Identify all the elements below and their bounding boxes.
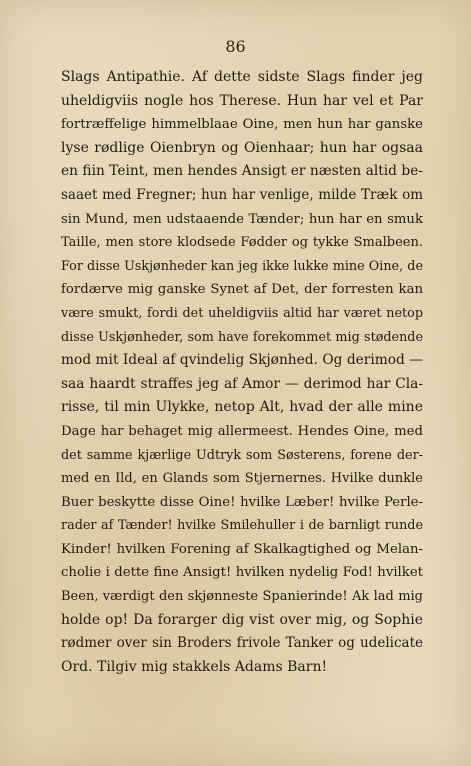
text-line: fortræffelige himmelblaae Oine, men hun har ganske xyxy=(61,117,423,133)
text-line: en fiin Teint, men hendes Ansigt er næsten altid be- xyxy=(61,163,423,180)
text-line: saaet med Fregner; hun har venlige, milde Træk om xyxy=(61,186,423,203)
text-line: lyse rødlige Oienbryn og Oienhaar; hun har ogsaa xyxy=(61,139,423,156)
text-line: saa haardt straffes jeg af Amor — derimod har Cla- xyxy=(61,375,423,392)
text-line: risse, til min Ulykke, netop Alt, hvad der alle mine xyxy=(61,399,423,416)
text-line: fordærve mig ganske Synet af Det, der forresten kan xyxy=(61,282,423,298)
text-line: med en Ild, en Glands som Stjernernes. Hvilke dunkle xyxy=(61,471,423,487)
text-line: Buer beskytte disse Oine! hvilke Læber! hvilke Perle- xyxy=(61,494,423,510)
text-line: Dage har behaget mig allermeest. Hendes Oine, med xyxy=(61,423,423,439)
text-line: Ord. Tilgiv mig stakkels Adams Barn! xyxy=(61,658,328,675)
body-text xyxy=(61,66,423,679)
text-line: holde op! Da forarger dig vist over mig, og Sophie xyxy=(61,611,423,628)
text-line: Slags Antipathie. Af dette sidste Slags finder jeg xyxy=(61,69,423,85)
text-line: uheldigviis nogle hos Therese. Hun har vel et Par xyxy=(61,92,423,109)
text-line: rader af Tænder! hvilke Smilehuller i de barnligt runde xyxy=(61,518,423,534)
text-line: Kinder! hvilken Forening af Skalkagtighed og Melan- xyxy=(61,541,423,557)
text-line: mod mit Ideal af qvindelig Skjønhed. Og derimod — xyxy=(61,352,423,369)
page-number: 86 xyxy=(225,37,246,56)
text-line: rødmer over sin Broders frivole Tanker og udelicate xyxy=(61,635,423,652)
text-line: Taille, men store klodsede Fødder og tykke Smalbeen. xyxy=(61,235,423,251)
text-line: For disse Uskjønheder kan jeg ikke lukke mine Oine, de xyxy=(61,258,423,274)
text-line: være smukt, fordi det uheldigviis altid har været netop xyxy=(61,305,423,321)
text-line: disse Uskjønheder, som have forekommet mig stødende xyxy=(61,329,423,345)
text-line: det samme kjærlige Udtryk som Søsterens, forene der- xyxy=(61,447,423,463)
text-line: Been, værdigt den skjønneste Spanierinde! Ak lad mig xyxy=(61,589,423,605)
text-line: sin Mund, men udstaaende Tænder; hun har en smuk xyxy=(61,211,423,227)
text-line: cholie i dette fine Ansigt! hvilken nydelig Fod! hvilket xyxy=(61,565,423,581)
